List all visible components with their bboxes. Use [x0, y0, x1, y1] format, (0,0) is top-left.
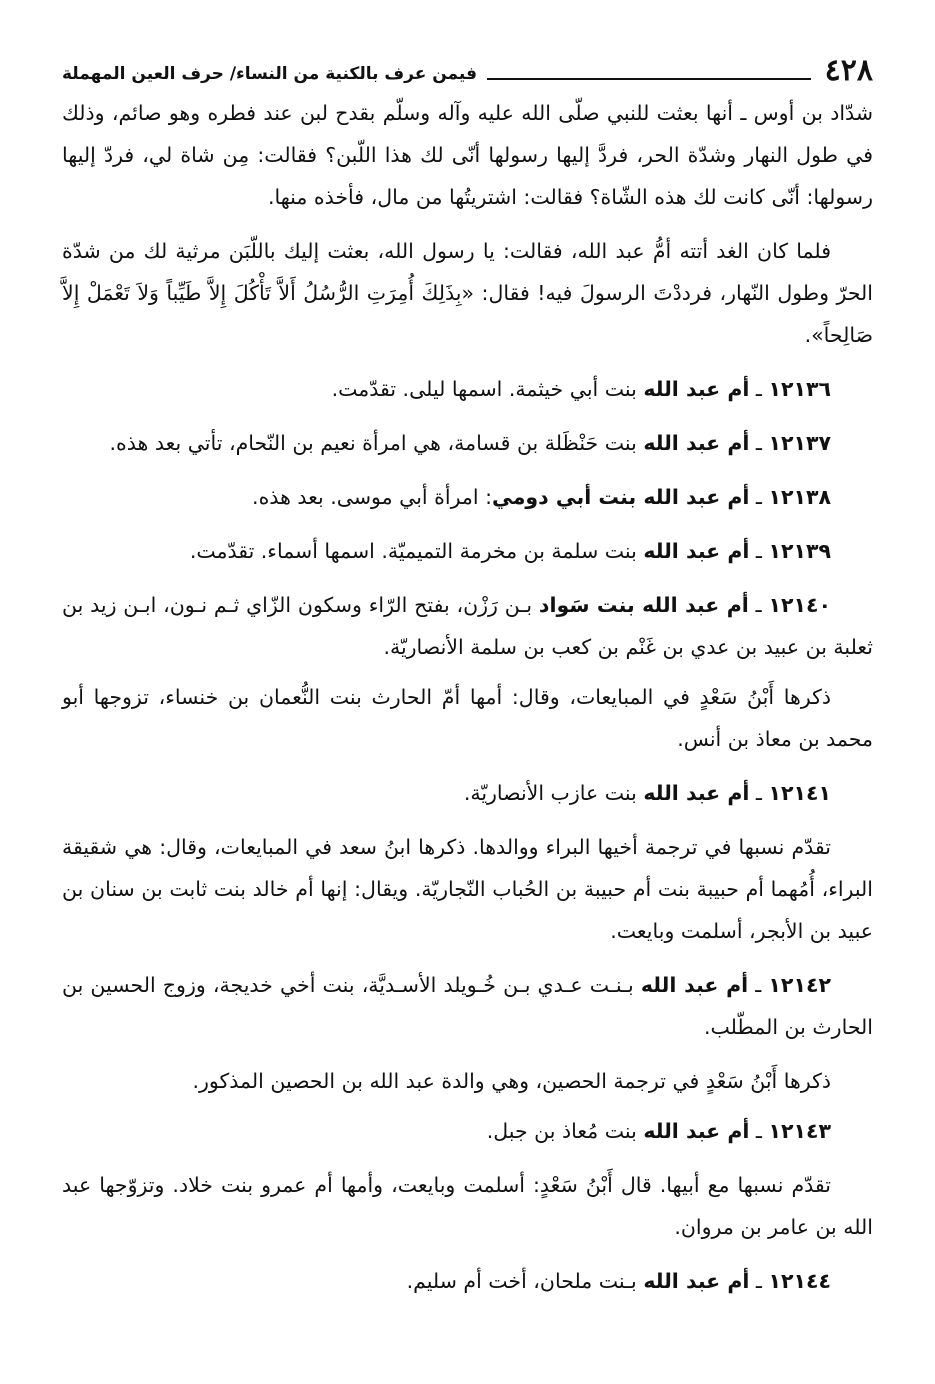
paragraph [62, 230, 873, 356]
entry-text: بنت أبي خيثمة. اسمها ليلى. تقدّمت. [331, 377, 637, 401]
entry-text: بـنـت عـدي بـن خُـويلد الأسـديَّة، بنت أخي خديجة، وزوج الحسين بن الحارث بن المطّلب. [62, 973, 873, 1039]
entry-number: ١٢١٣٦ [768, 377, 831, 401]
entry-12136: ١٢١٣٦ ـ أم عبد الله بنت أبي خيثمة. اسمها ليلى. تقدّمت. [331, 377, 831, 401]
paragraph-text: تقدّم نسبها مع أبيها. قال أَبْنُ سَعْدٍ: أسلمت وبايعت، وأمها أم عمرو بنت خلاد. وتزوّجها عبد الله بن عامر بن مروان. [62, 1173, 873, 1239]
entry-text: بنت عازب الأنصاريّة. [463, 781, 637, 805]
entry-number: ١٢١٤٣ [768, 1119, 831, 1143]
entry-12144: ١٢١٤٤ ـ أم عبد الله بـنت ملحان، أخت أم سليم. [406, 1269, 831, 1293]
page-header [62, 42, 873, 86]
entry-name: أم عبد الله [643, 1119, 750, 1143]
paragraph [62, 1060, 873, 1102]
entry-number: ١٢١٤١ [768, 781, 831, 805]
paragraph-text: ذكرها أَبْنُ سَعْدٍ في ترجمة الحصين، وهي والدة عبد الله بن الحصين المذكور. [192, 1069, 831, 1093]
entry-number: ١٢١٣٨ [768, 485, 831, 509]
entry-12142: ١٢١٤٢ ـ أم عبد الله بـنـت عـدي بـن خُـويلد الأسـديَّة، بنت أخي خديجة، وزوج الحسين بن الحارث بن المطّلب. [62, 973, 873, 1039]
entry-number: ١٢١٤٢ [768, 973, 831, 997]
entry-number: ١٢١٣٧ [768, 431, 831, 455]
paragraph-text: ذكرها أَبْنُ سَعْدٍ في المبايعات، وقال: أمها أمّ الحارث بنت النُّعمان بن خنساء، تزوجها أبو محمد بن معاذ بن أنس. [62, 685, 873, 751]
entry-12140: ١٢١٤٠ ـ أم عبد الله بنت سَواد بـن رَزْن، بفتح الرّاء وسكون الزّاي ثـم نـون، ابـن زيد بن ثعلبة بن عبيد بن عدي بن غَنْم بن كعب بن سلمة الأنصاريّة. [62, 593, 873, 659]
entry-name: أم عبد الله [643, 539, 750, 563]
page-number: ٤٢٨ [824, 53, 873, 88]
entry-number: ١٢١٣٩ [768, 539, 831, 563]
entry-text: بـن رَزْن، بفتح الرّاء وسكون الزّاي ثـم نـون، ابـن زيد بن ثعلبة بن عبيد بن عدي بن غَنْم بن كعب بن سلمة الأنصاريّة. [62, 593, 873, 659]
entry-name: أم عبد الله بنت سَواد [538, 593, 749, 617]
header-rule [487, 77, 811, 80]
entry-text: بنت سلمة بن مخرمة التميميّة. اسمها أسماء. تقدّمت. [189, 539, 637, 563]
entry-number: ١٢١٤٠ [768, 593, 831, 617]
entry-name: أم عبد الله [643, 377, 750, 401]
entry-12137: ١٢١٣٧ ـ أم عبد الله بنت حَنْظَلة بن قسامة، هي امرأة نعيم بن النّحام، تأتي بعد هذه. [109, 431, 831, 455]
entry-12138: ١٢١٣٨ ـ أم عبد الله بنت أبي دومي: امرأة أبي موسى. بعد هذه. [252, 485, 831, 509]
entry-12141: ١٢١٤١ ـ أم عبد الله بنت عازب الأنصاريّة. [463, 781, 831, 805]
page-body [62, 92, 873, 1302]
paragraph [62, 1164, 873, 1248]
entry-name: أم عبد الله بنت أبي دومي [491, 485, 750, 509]
entry-name: أم عبد الله [643, 431, 750, 455]
paragraph-text: فلما كان الغد أتته أمُّ عبد الله، فقالت: يا رسول الله، بعثت إليك باللّبَن مرثية لك من شدّة الحرّ وطول النّهار، فرددْتَ الرسولَ فيه! فقال: «بِذَلِكَ أُمِرَتِ الرُّسُلُ أَلاَّ تَأْكُلَ إِلاَّ طَيِّباً وَلاَ تَعْمَلْ إِلاَّ صَالِحاً». [62, 239, 873, 347]
entry-name: أم عبد الله [640, 973, 749, 997]
paragraph [62, 676, 873, 760]
running-title: فيمن عرف بالكنية من النساء/ حرف العين المهملة [62, 64, 478, 84]
entry-name: أم عبد الله [643, 1269, 750, 1293]
entry-text: بـنت ملحان، أخت أم سليم. [406, 1269, 637, 1293]
entry-name: أم عبد الله [643, 781, 750, 805]
paragraph-text: شدّاد بن أوس ـ أنها بعثت للنبي صلّى الله عليه وآله وسلّم بقدح لبن عند فطره وهو صائم، وذلك في طول النهار وشدّة الحر، فردَّ إليها رسولها أنّى لك هذا اللّبن؟ فقالت: مِن شاة لي، فردّ إليها رسولها: أنّى كانت لك هذه الشّاة؟ فقالت: اشتريتُها من مال، فأخذه منها. [62, 101, 873, 209]
entry-text: بنت حَنْظَلة بن قسامة، هي امرأة نعيم بن النّحام، تأتي بعد هذه. [109, 431, 637, 455]
paragraph [62, 92, 873, 218]
entry-12139: ١٢١٣٩ ـ أم عبد الله بنت سلمة بن مخرمة التميميّة. اسمها أسماء. تقدّمت. [189, 539, 831, 563]
paragraph-text: تقدّم نسبها في ترجمة أخيها البراء ووالدها. ذكرها ابنُ سعد في المبايعات، وقال: هي شقيقة البراء، أُمُهما أم حبيبة بنت أم حبيبة بن الحُباب النّجاريّة. ويقال: إنها أم خالد بنت ثابت بن سنان بن عبيد بن الأبجر، أسلمت وبايعت. [62, 835, 873, 943]
entry-text: بنت مُعاذ بن جبل. [486, 1119, 637, 1143]
paragraph [62, 826, 873, 952]
entry-text: : امرأة أبي موسى. بعد هذه. [252, 485, 492, 509]
entry-12143: ١٢١٤٣ ـ أم عبد الله بنت مُعاذ بن جبل. [486, 1119, 831, 1143]
entry-number: ١٢١٤٤ [768, 1269, 831, 1293]
